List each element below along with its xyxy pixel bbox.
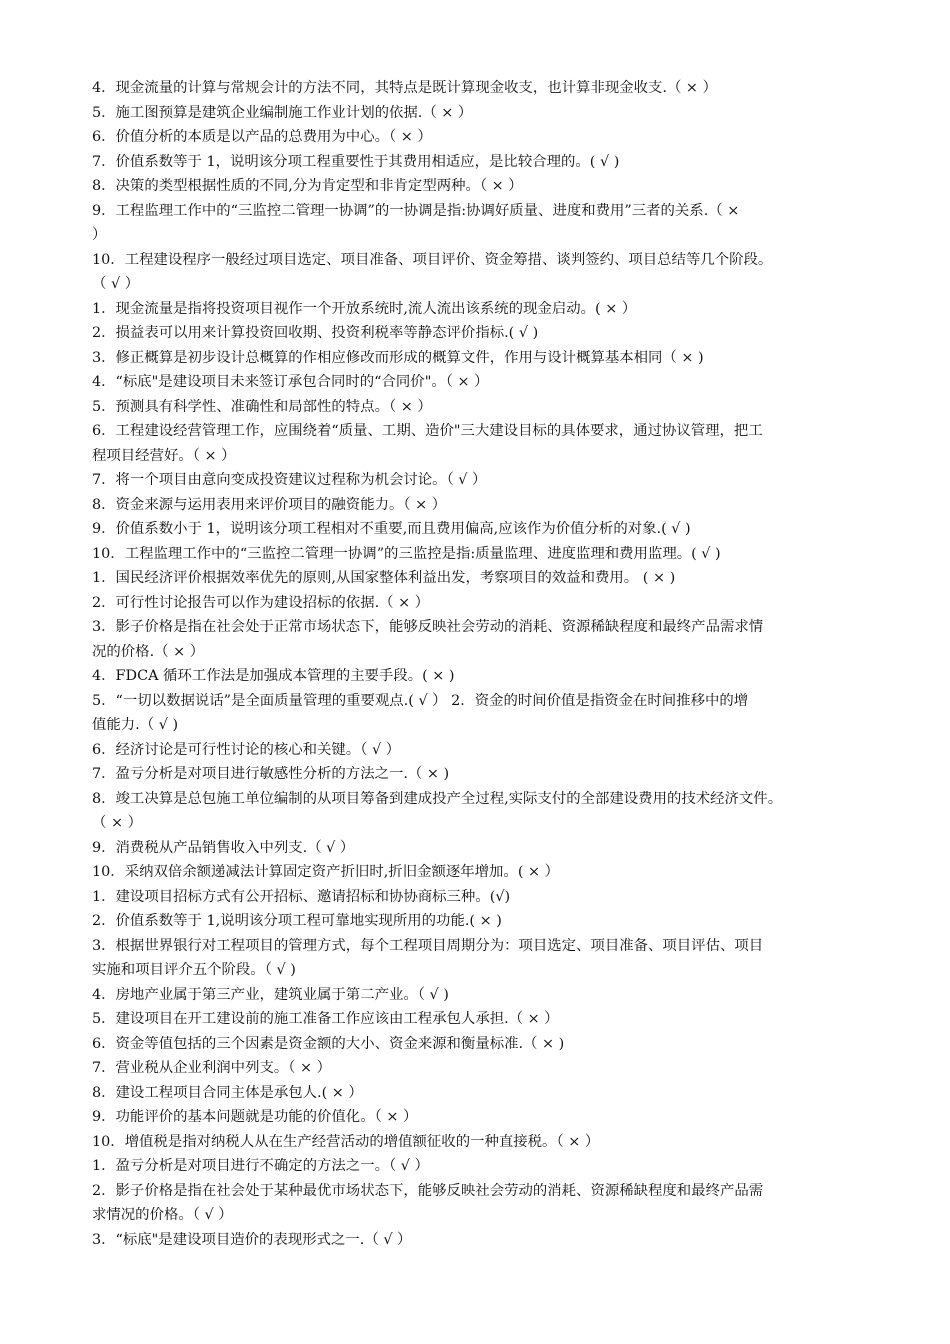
text-line: 2．可行性讨论报告可以作为建设招标的依据.（ × ）: [92, 594, 430, 611]
text-line: 8．资金来源与运用表用来评价项目的融资能力。（ × ）: [92, 496, 447, 513]
text-line: 3．修正概算是初步设计总概算的作相应修改而形成的概算文件，作用与设计概算基本相同（ × ): [92, 349, 704, 366]
text-line: 9．价值系数小于 1，说明该分项工程相对不重要,而且费用偏高,应该作为价值分析的对象.( √ ): [92, 521, 691, 537]
text-line: ）: [92, 227, 107, 243]
text-line: 9．工程监理工作中的“三监控二管理一协调”的一协调是指:协调好质量、进度和费用”三者的关系.（ ×: [92, 202, 740, 219]
text-line: 实施和项目评介五个阶段。（ √ ): [92, 962, 296, 978]
text-line: 1．现金流量是指将投资项目视作一个开放系统时,流人流出该系统的现金启动。( × ）: [92, 300, 637, 317]
text-line: 程项目经营好。（ × ）: [92, 447, 236, 464]
text-line: 4．FDCA 循环工作法是加强成本管理的主要手段。( × ): [92, 668, 455, 684]
text-line: 况的价格.（ × ）: [92, 643, 205, 660]
text-line: 10．采纳双倍余额递减法计算固定资产折旧时,折旧金额逐年增加。( × ）: [92, 864, 560, 880]
text-line: 7．价值系数等于 1，说明该分项工程重要性于其费用相适应，是比较合理的。( √ ): [92, 153, 620, 170]
text-line: 7．将一个项目由意向变成投资建议过程称为机会讨论。（ √ ）: [92, 472, 487, 488]
text-line: 10．工程建设程序一般经过项目选定、项目准备、项目评价、资金筹措、谈判签约、项目总结等几个阶段。: [92, 251, 773, 268]
text-line: 1．盈亏分析是对项目进行不确定的方法之一。（ √ ）: [92, 1158, 429, 1174]
text-line: 9．消费税从产品销售收入中列支.（ √ ）: [92, 839, 355, 856]
text-line: 9．功能评价的基本问题就是功能的价值化。（ × ）: [92, 1109, 418, 1125]
text-line: 7．盈亏分析是对项目进行敏感性分析的方法之一.（ × ): [92, 766, 450, 782]
text-line: 5．“一切以数据说话”是全面质量管理的重要观点.( √ ） 2．资金的时间价值是指资金在时间推移中的增: [92, 692, 749, 709]
text-line: 4．现金流量的计算与常规会计的方法不同，其特点是既计算现金收支，也计算非现金收支.（ × ）: [92, 80, 717, 96]
text-line: 5．建设项目在开工建设前的施工准备工作应该由工程承包人承担.（ × ）: [92, 1011, 559, 1027]
text-line: 6．价值分析的本质是以产品的总费用为中心。（ × ）: [92, 129, 432, 145]
text-line: 5．施工图预算是建筑企业编制施工作业计划的依据.（ × ）: [92, 104, 473, 121]
text-line: 3．“标底"是建设项目造价的表现形式之一.（ √ ）: [92, 1231, 412, 1248]
text-line: 4．“标底"是建设项目未来签订承包合同时的“合同价"。（ × ）: [92, 374, 489, 390]
text-line: 2．价值系数等于 1,说明该分项工程可靠地实现所用的功能.( × ): [92, 913, 502, 929]
text-line: 值能力.（ √ ): [92, 717, 179, 733]
text-line: 求情况的价格。（ √ ）: [92, 1207, 233, 1223]
text-line: 10．工程监理工作中的“三监控二管理一协调”的三监控是指:质量监理、进度监理和费用监理。( √ ): [92, 545, 721, 562]
text-line: 6．经济讨论是可行性讨论的核心和关键。（ √ ）: [92, 741, 401, 758]
text-line: 8．决策的类型根据性质的不同,分为肯定型和非肯定型两种。（ × ）: [92, 178, 523, 194]
text-line: 6．资金等值包括的三个因素是资金额的大小、资金来源和衡量标准.（ × ): [92, 1035, 565, 1052]
text-line: 1．建设项目招标方式有公开招标、邀请招标和协协商标三种。(√): [92, 888, 511, 905]
text-line: 2．影子价格是指在社会处于某种最优市场状态下，能够反映社会劳动的消耗、资源稀缺程度和最终产品需: [92, 1182, 764, 1199]
text-line: 10．增值税是指对纳税人从在生产经营活动的增值额征收的一种直接税。（ × ）: [92, 1133, 600, 1150]
text-line: （ × ）: [92, 815, 142, 831]
text-line: 1．国民经济评价根据效率优先的原则,从国家整体利益出发，考察项目的效益和费用。 ( × ): [92, 570, 676, 586]
text-line: 3．根据世界银行对工程项目的管理方式，每个工程项目周期分为：项目选定、项目准备、项目评估、项目: [92, 937, 764, 954]
text-line: 3．影子价格是指在社会处于正常市场状态下，能够反映社会劳动的消耗、资源稀缺程度和最终产品需求情: [92, 619, 764, 635]
text-line: （ √ ）: [92, 276, 140, 292]
text-line: 2．损益表可以用来计算投资回收期、投资利税率等静态评价指标.( √ ): [92, 325, 539, 341]
text-line: 7．营业税从企业利润中列支。（ × ）: [92, 1060, 332, 1076]
text-line: 8．建设工程项目合同主体是承包人.( × ）: [92, 1084, 363, 1101]
text-line: 6．工程建设经营管理工作，应围绕着“质量、工期、造价"三大建设目标的具体要求，通过协议管理，把工: [92, 423, 763, 439]
document-page: [92, 76, 884, 1252]
text-line: 5．预测具有科学性、准确性和局部性的特点。（ × ）: [92, 398, 432, 415]
text-line: 8．竣工决算是总包施工单位编制的从项目筹备到建成投产全过程,实际支付的全部建设费用的技术经济文件。: [92, 790, 783, 807]
text-line: 4．房地产业属于第三产业，建筑业属于第二产业。（ √ ): [92, 986, 449, 1003]
